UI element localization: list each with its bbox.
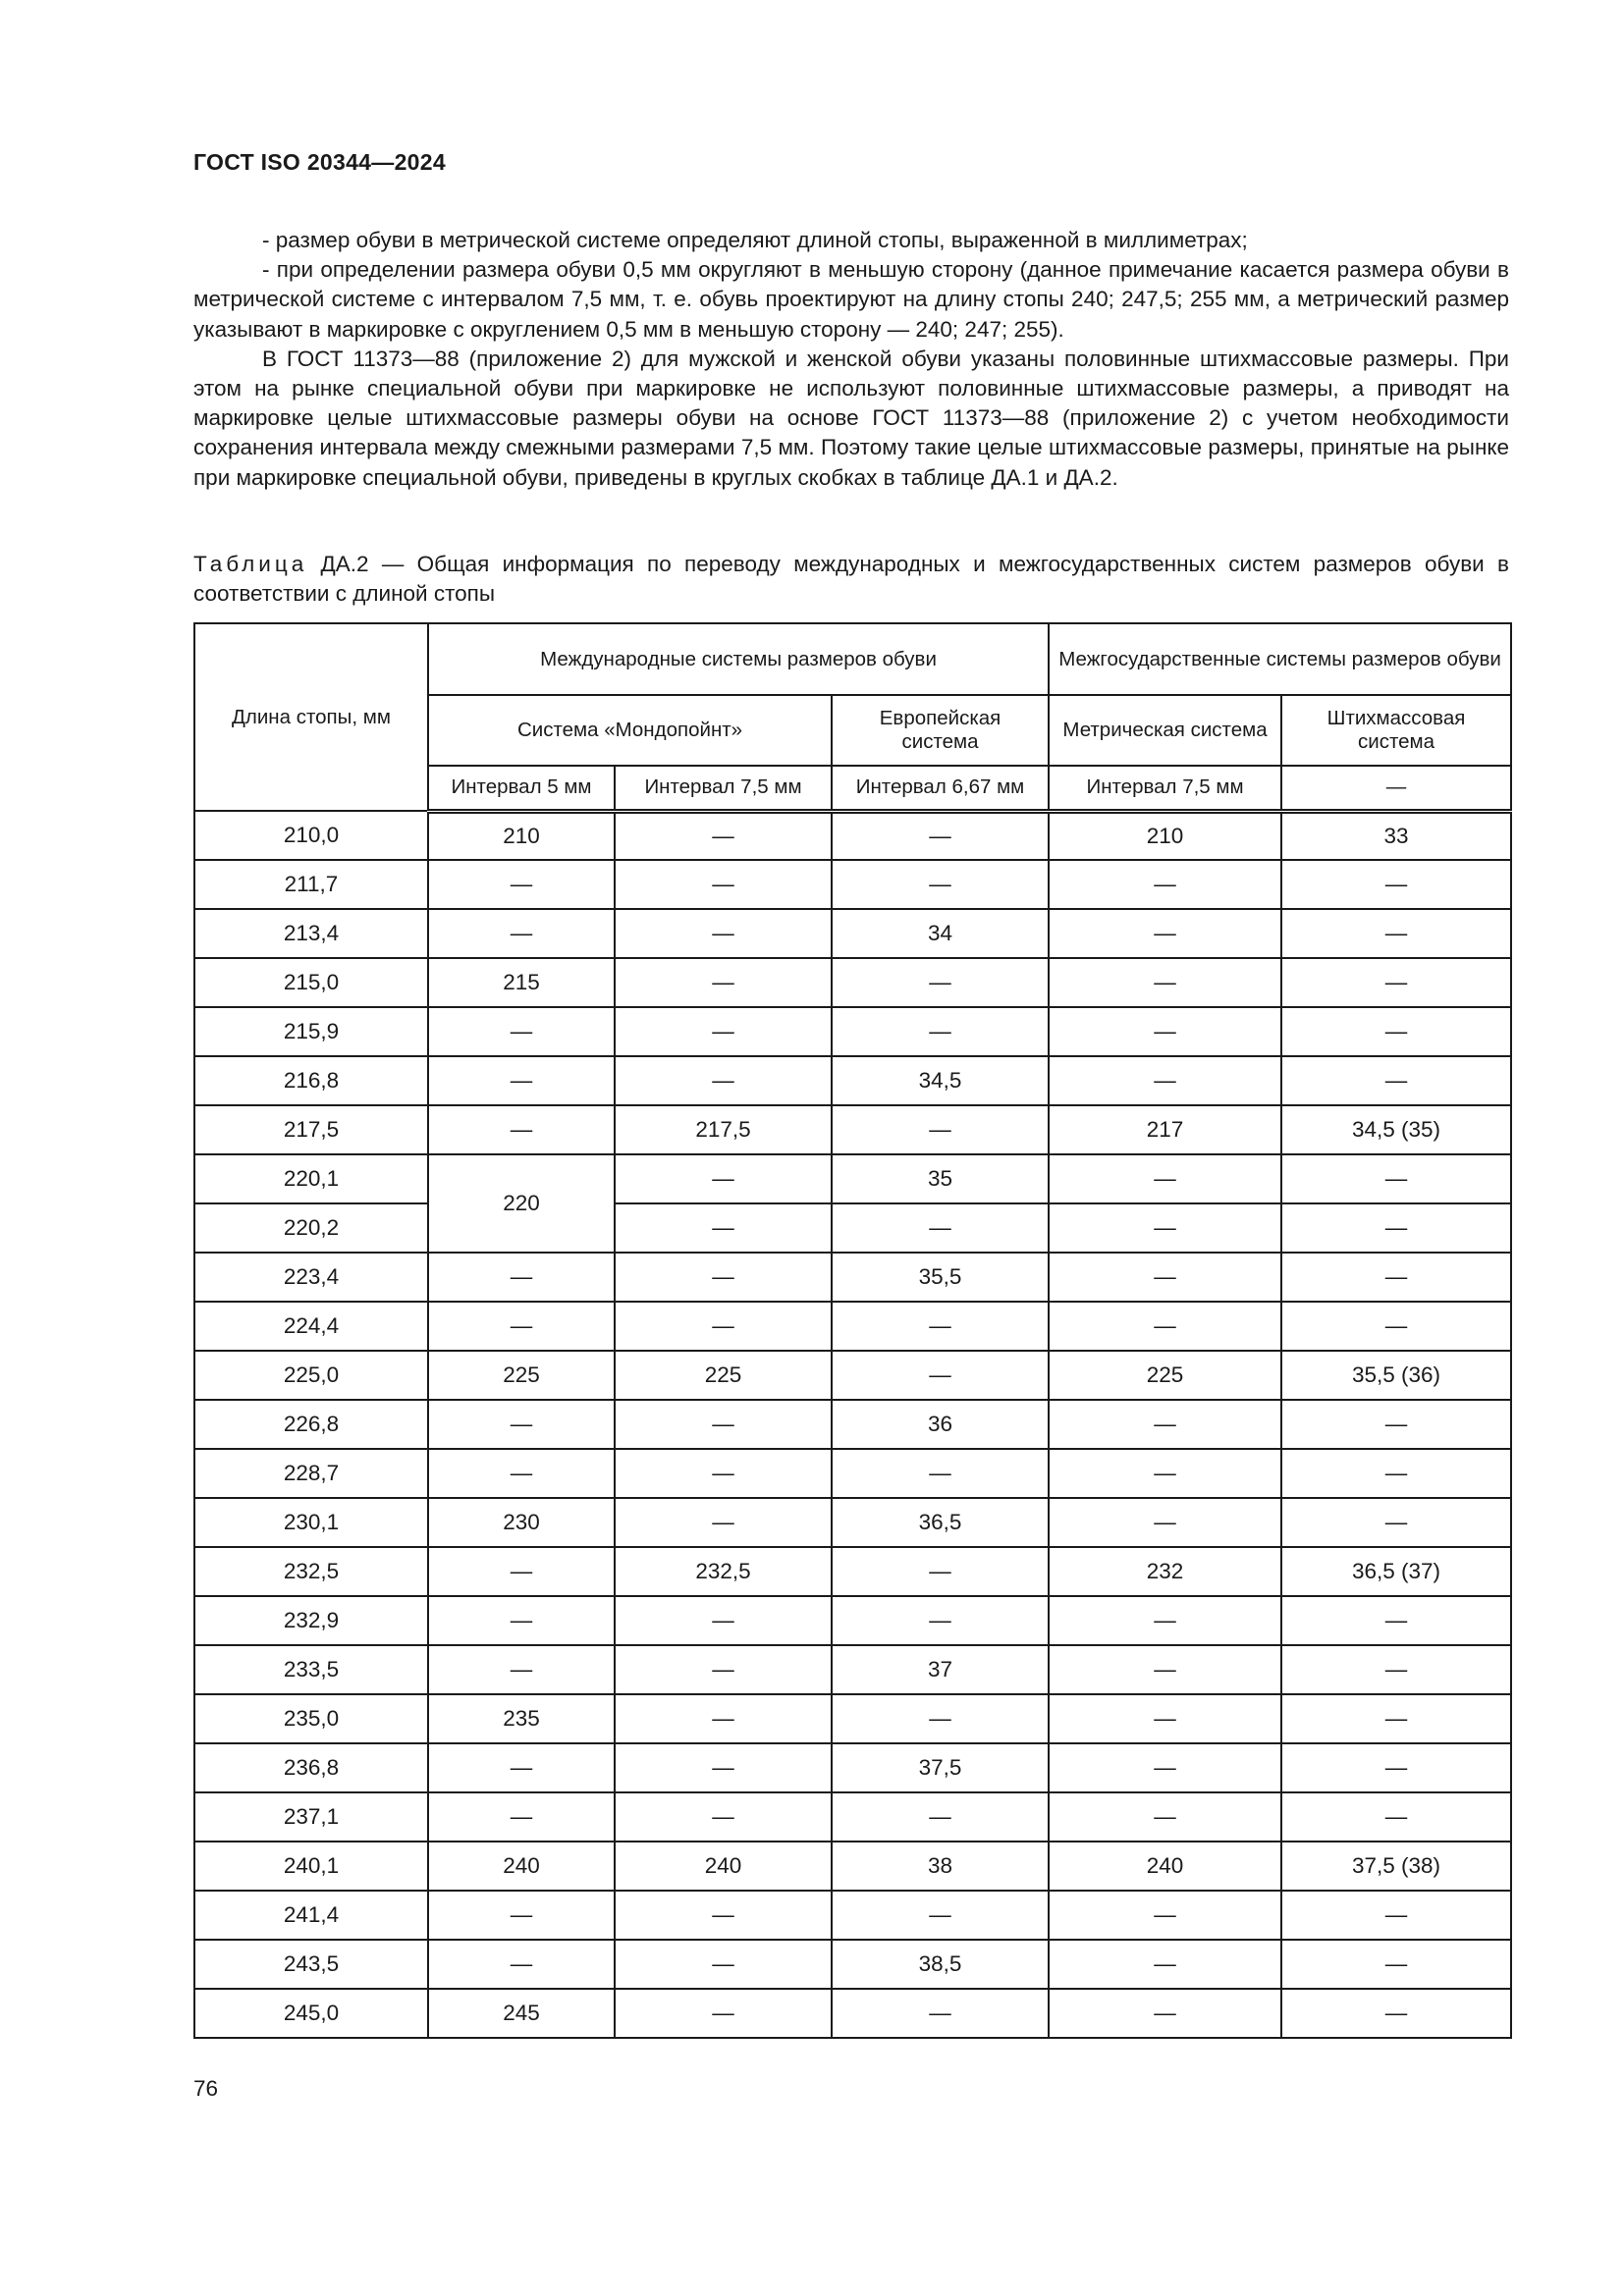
table-cell: — [1281, 1891, 1511, 1940]
table-cell: 37,5 [832, 1743, 1049, 1792]
table-cell: 225 [428, 1351, 615, 1400]
table-cell: — [615, 1498, 832, 1547]
table-row [194, 1940, 1511, 1989]
table-cell: — [832, 958, 1049, 1007]
table-row [194, 811, 1511, 860]
table-cell: — [1281, 1596, 1511, 1645]
header-interstate: Межгосударственные системы размеров обуви [1049, 623, 1511, 695]
table-cell: — [1281, 1400, 1511, 1449]
table-cell: — [428, 1792, 615, 1842]
table-cell: 38,5 [832, 1940, 1049, 1989]
table-cell: 236,8 [194, 1743, 428, 1792]
table-cell: 243,5 [194, 1940, 428, 1989]
header-stichmass: Штихмассовая система [1281, 695, 1511, 766]
table-cell: 35,5 [832, 1253, 1049, 1302]
table-cell: 215,9 [194, 1007, 428, 1056]
table-row [194, 1547, 1511, 1596]
table-cell: — [615, 860, 832, 909]
table-cell: — [1049, 1007, 1281, 1056]
table-cell: — [428, 1105, 615, 1154]
table-cell: — [615, 1449, 832, 1498]
table-row [194, 1694, 1511, 1743]
table-cell: — [615, 811, 832, 860]
table-cell: — [615, 1056, 832, 1105]
table-cell: — [615, 958, 832, 1007]
table-cell: 33 [1281, 811, 1511, 860]
header-foot-length: Длина стопы, мм [194, 623, 428, 811]
table-cell: 34,5 (35) [1281, 1105, 1511, 1154]
table-cell: 35 [832, 1154, 1049, 1203]
table-cell: 226,8 [194, 1400, 428, 1449]
table-cell: 215,0 [194, 958, 428, 1007]
table-row [194, 1351, 1511, 1400]
table-cell: 235,0 [194, 1694, 428, 1743]
table-cell: 225,0 [194, 1351, 428, 1400]
table-cell: 216,8 [194, 1056, 428, 1105]
table-cell: — [1281, 1253, 1511, 1302]
table-cell: 240,1 [194, 1842, 428, 1891]
table-cell: 237,1 [194, 1792, 428, 1842]
table-cell: — [832, 1105, 1049, 1154]
paragraph: - размер обуви в метрической системе определяют длиной стопы, выраженной в миллиметрах; [262, 228, 1248, 252]
table-cell: 225 [615, 1351, 832, 1400]
table-cell: 232,9 [194, 1596, 428, 1645]
table-cell: — [615, 1253, 832, 1302]
table-body [194, 811, 1511, 2038]
table-caption-label: Таблица [193, 552, 308, 576]
table-cell: — [1281, 1645, 1511, 1694]
table-cell: — [832, 1694, 1049, 1743]
table-cell: 220 [428, 1154, 615, 1253]
table-cell: 38 [832, 1842, 1049, 1891]
table-cell: — [832, 1989, 1049, 2038]
table-cell: 210,0 [194, 811, 428, 860]
table-cell: — [1049, 909, 1281, 958]
table-cell: — [1049, 958, 1281, 1007]
table-cell: — [428, 1547, 615, 1596]
table-cell: — [428, 1743, 615, 1792]
paragraph: В ГОСТ 11373—88 (приложение 2) для мужской и женской обуви указаны половинные штихмассовые размеры. При этом на рынке специальной обуви при маркировке не используют половинные штихмассовые размеры, а приводят на маркировке целые штихмассовые размеры обуви на основе ГОСТ 11373—88 (приложение 2) с учетом необходимости сохранения интервала между смежными размерами 7,5 мм. Поэтому такие целые штихмассовые размеры, принятые на рынке при маркировке специальной обуви, приведены в круглых скобках в таблице ДА.1 и ДА.2. [193, 346, 1509, 490]
table-cell: — [1049, 1891, 1281, 1940]
table-cell: 233,5 [194, 1645, 428, 1694]
table-row [194, 1154, 1511, 1203]
table-cell: 36,5 [832, 1498, 1049, 1547]
table-cell: — [832, 1792, 1049, 1842]
table-cell: — [1049, 1694, 1281, 1743]
table-cell: 36,5 (37) [1281, 1547, 1511, 1596]
table-cell: — [1281, 1007, 1511, 1056]
table-cell: — [615, 1694, 832, 1743]
table-cell: 37 [832, 1645, 1049, 1694]
table-cell: — [1049, 1989, 1281, 2038]
table-cell: 217 [1049, 1105, 1281, 1154]
table-cell: — [1281, 1056, 1511, 1105]
table-cell: — [428, 1400, 615, 1449]
table-cell: — [428, 1449, 615, 1498]
table-cell: — [832, 1891, 1049, 1940]
table-row [194, 1645, 1511, 1694]
header-international: Международные системы размеров обуви [428, 623, 1049, 695]
table-cell: 245 [428, 1989, 615, 2038]
table-cell: — [832, 1449, 1049, 1498]
table-cell: — [428, 909, 615, 958]
table-cell: 240 [428, 1842, 615, 1891]
table-cell: — [1281, 1694, 1511, 1743]
table-cell: — [615, 1154, 832, 1203]
table-cell: — [832, 811, 1049, 860]
table-cell: — [1281, 1743, 1511, 1792]
table-cell: 220,2 [194, 1203, 428, 1253]
header-interval-5: Интервал 5 мм [428, 766, 615, 811]
table-cell: 217,5 [194, 1105, 428, 1154]
table-cell: 223,4 [194, 1253, 428, 1302]
table-cell: — [428, 1056, 615, 1105]
table-cell: — [1281, 1203, 1511, 1253]
table-row [194, 1989, 1511, 2038]
table-cell: 230,1 [194, 1498, 428, 1547]
table-cell: — [615, 1940, 832, 1989]
table-row [194, 1253, 1511, 1302]
table-cell: — [615, 1302, 832, 1351]
table-row [194, 1842, 1511, 1891]
document-header: ГОСТ ISO 20344—2024 [193, 149, 446, 175]
table-caption-text: ДА.2 — Общая информация по переводу международных и межгосударственных систем размеров обуви в соответствии с длиной стопы [193, 552, 1509, 606]
table-cell: — [1281, 909, 1511, 958]
table-cell: 36 [832, 1400, 1049, 1449]
table-cell: 213,4 [194, 909, 428, 958]
table-cell: — [1281, 860, 1511, 909]
table-cell: — [1281, 1940, 1511, 1989]
table-cell: — [1049, 1253, 1281, 1302]
table-cell: — [1049, 1792, 1281, 1842]
table-cell: 232,5 [615, 1547, 832, 1596]
table-cell: 241,4 [194, 1891, 428, 1940]
table-cell: — [1281, 1792, 1511, 1842]
table-cell: — [428, 1302, 615, 1351]
table-cell: — [832, 860, 1049, 909]
table-cell: — [615, 1989, 832, 2038]
table-row [194, 1498, 1511, 1547]
table-cell: — [1049, 1743, 1281, 1792]
table-row [194, 909, 1511, 958]
table-row [194, 1007, 1511, 1056]
body-text [193, 226, 1509, 493]
table-cell: — [832, 1547, 1049, 1596]
header-european: Европейская система [832, 695, 1049, 766]
table-cell: — [832, 1203, 1049, 1253]
header-metric: Метрическая система [1049, 695, 1281, 766]
table-cell: — [615, 1891, 832, 1940]
table-cell: 37,5 (38) [1281, 1842, 1511, 1891]
table-cell: — [428, 1007, 615, 1056]
table-cell: 210 [1049, 811, 1281, 860]
table-row [194, 1792, 1511, 1842]
table-cell: — [1049, 860, 1281, 909]
table-cell: 240 [615, 1842, 832, 1891]
table-cell: 217,5 [615, 1105, 832, 1154]
table-cell: — [1281, 1989, 1511, 2038]
table-row [194, 1449, 1511, 1498]
table-cell: — [832, 1351, 1049, 1400]
table-cell: — [428, 860, 615, 909]
table-cell: — [832, 1302, 1049, 1351]
table-cell: — [832, 1596, 1049, 1645]
table-cell: — [428, 1891, 615, 1940]
table-cell: 211,7 [194, 860, 428, 909]
table-row [194, 860, 1511, 909]
paragraph: - при определении размера обуви 0,5 мм округляют в меньшую сторону (данное примечание касается размера обуви в метрической системе с интервалом 7,5 мм, т. е. обувь проектируют на длину стопы 240; 247,5; 255 мм, а метрический размер указывают в маркировке с округлением 0,5 мм в меньшую сторону — 240; 247; 255). [193, 257, 1509, 342]
table-cell: 232,5 [194, 1547, 428, 1596]
table-cell: — [1281, 958, 1511, 1007]
table-row [194, 1400, 1511, 1449]
table-cell: — [1281, 1449, 1511, 1498]
table-cell: — [832, 1007, 1049, 1056]
table-cell: — [1049, 1302, 1281, 1351]
header-interval-6-67: Интервал 6,67 мм [832, 766, 1049, 811]
table-cell: 245,0 [194, 1989, 428, 2038]
table-row [194, 1743, 1511, 1792]
table-cell: — [1281, 1154, 1511, 1203]
table-row [194, 1105, 1511, 1154]
table-cell: 232 [1049, 1547, 1281, 1596]
header-interval-7-5: Интервал 7,5 мм [615, 766, 832, 811]
table-cell: 215 [428, 958, 615, 1007]
table-row [194, 1203, 1511, 1253]
table-cell: — [615, 1596, 832, 1645]
table-cell: — [428, 1253, 615, 1302]
table-cell: — [1049, 1203, 1281, 1253]
table-cell: — [1049, 1056, 1281, 1105]
table-cell: — [615, 1645, 832, 1694]
table-cell: — [428, 1596, 615, 1645]
table-cell: — [1049, 1940, 1281, 1989]
size-conversion-table [193, 622, 1512, 2039]
table-cell: — [1049, 1596, 1281, 1645]
table-cell: 220,1 [194, 1154, 428, 1203]
table-cell: — [1281, 1498, 1511, 1547]
table-cell: 225 [1049, 1351, 1281, 1400]
table-row [194, 1056, 1511, 1105]
table-cell: 240 [1049, 1842, 1281, 1891]
header-interval-stichmass: — [1281, 766, 1511, 811]
table-row [194, 1596, 1511, 1645]
table-cell: — [428, 1645, 615, 1694]
table-cell: 224,4 [194, 1302, 428, 1351]
table-cell: — [615, 1203, 832, 1253]
table-cell: — [615, 1792, 832, 1842]
table-cell: — [615, 1743, 832, 1792]
table-cell: 34,5 [832, 1056, 1049, 1105]
header-interval-metric: Интервал 7,5 мм [1049, 766, 1281, 811]
table-row [194, 1302, 1511, 1351]
table-cell: — [615, 1007, 832, 1056]
header-mondopoint: Система «Мондопойнт» [428, 695, 832, 766]
table-cell: 210 [428, 811, 615, 860]
table-cell: 34 [832, 909, 1049, 958]
table-cell: — [1049, 1154, 1281, 1203]
page-number: 76 [193, 2076, 219, 2101]
table-row [194, 1891, 1511, 1940]
table-cell: — [615, 1400, 832, 1449]
table-cell: — [1281, 1302, 1511, 1351]
table-cell: — [1049, 1400, 1281, 1449]
table-cell: 228,7 [194, 1449, 428, 1498]
table-cell: — [615, 909, 832, 958]
table-cell: 230 [428, 1498, 615, 1547]
table-cell: — [1049, 1449, 1281, 1498]
table-cell: 35,5 (36) [1281, 1351, 1511, 1400]
table-cell: — [1049, 1498, 1281, 1547]
table-row [194, 958, 1511, 1007]
table-cell: 235 [428, 1694, 615, 1743]
table-cell: — [1049, 1645, 1281, 1694]
table-cell: — [428, 1940, 615, 1989]
table-caption [193, 550, 1509, 609]
